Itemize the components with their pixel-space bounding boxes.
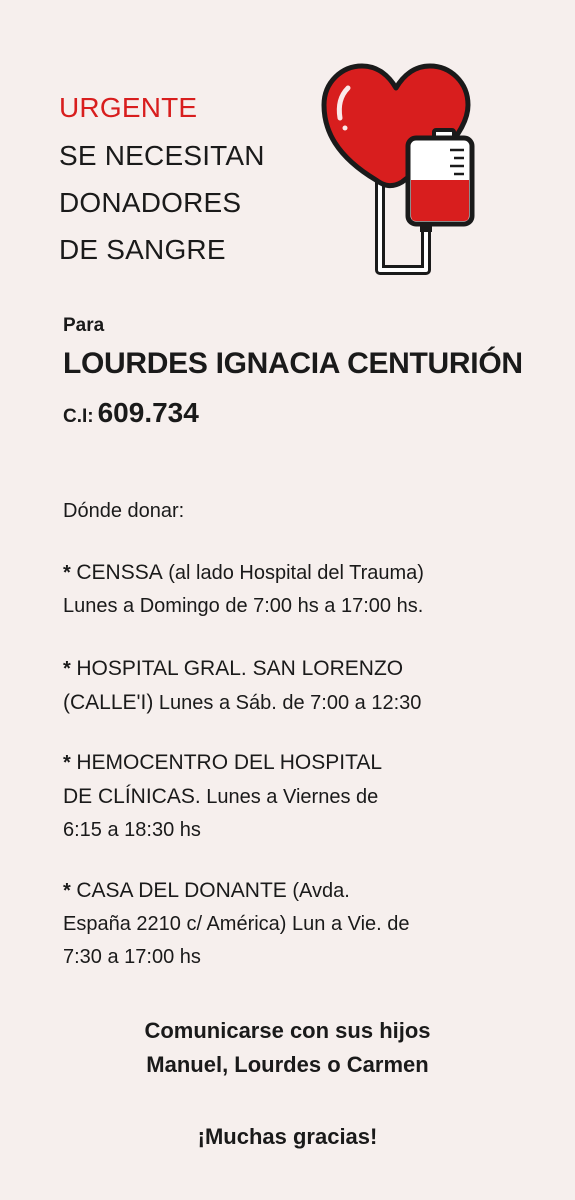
location-name: CASA DEL DONANTE	[76, 879, 287, 902]
location-hours: 7:30 a 17:00 hs	[63, 946, 201, 968]
bullet: *	[63, 752, 71, 774]
location-hours: Lunes a Sáb. de 7:00 a 12:30	[153, 692, 422, 714]
bullet: *	[63, 880, 71, 902]
location-hours-continued: 6:15 a 18:30 hs	[63, 819, 201, 841]
location-hours: Lunes a Viernes de	[200, 786, 379, 808]
headline-line-2: SE NECESITAN	[59, 140, 265, 171]
headline-line-4: DE SANGRE	[59, 234, 226, 265]
headline-line-3: DONADORES	[59, 187, 242, 218]
urgent-heading: URGENTE	[59, 92, 198, 123]
ci-row	[63, 397, 199, 429]
location-casa-del-donante	[63, 874, 410, 974]
patient-name: LOURDES IGNACIA CENTURIÓN	[63, 347, 523, 380]
location-name-continued: (CALLE'I)	[63, 691, 154, 714]
where-to-donate-label: Dónde donar:	[63, 500, 185, 522]
location-name: CENSSA	[76, 561, 163, 584]
location-address: España 2210 c/ América) Lun a Vie. de	[63, 913, 410, 935]
location-censsa	[63, 556, 424, 623]
blood-bag-icon	[408, 130, 472, 232]
location-hours: Lunes a Domingo de 7:00 hs a 17:00 hs.	[63, 595, 424, 617]
blood-donation-illustration	[318, 60, 478, 286]
bullet: *	[63, 658, 71, 680]
contact-line-2: Manuel, Lourdes o Carmen	[146, 1052, 429, 1077]
bullet: *	[63, 562, 71, 584]
ci-label: C.I:	[63, 406, 94, 427]
ci-value: 609.734	[97, 397, 199, 428]
contact-line-1: Comunicarse con sus hijos	[144, 1018, 431, 1043]
para-label: Para	[63, 315, 105, 336]
location-name-continued: DE CLÍNICAS.	[63, 785, 201, 808]
location-detail: (al lado Hospital del Trauma)	[162, 562, 424, 584]
location-name: HEMOCENTRO DEL HOSPITAL	[76, 751, 383, 774]
location-hemocentro	[63, 746, 382, 847]
contact-message	[0, 1014, 575, 1082]
location-hospital-san-lorenzo	[63, 652, 421, 720]
location-detail: (Avda.	[286, 880, 350, 902]
location-name: HOSPITAL GRAL. SAN LORENZO	[76, 657, 404, 680]
thanks-message: ¡Muchas gracias!	[197, 1124, 378, 1149]
